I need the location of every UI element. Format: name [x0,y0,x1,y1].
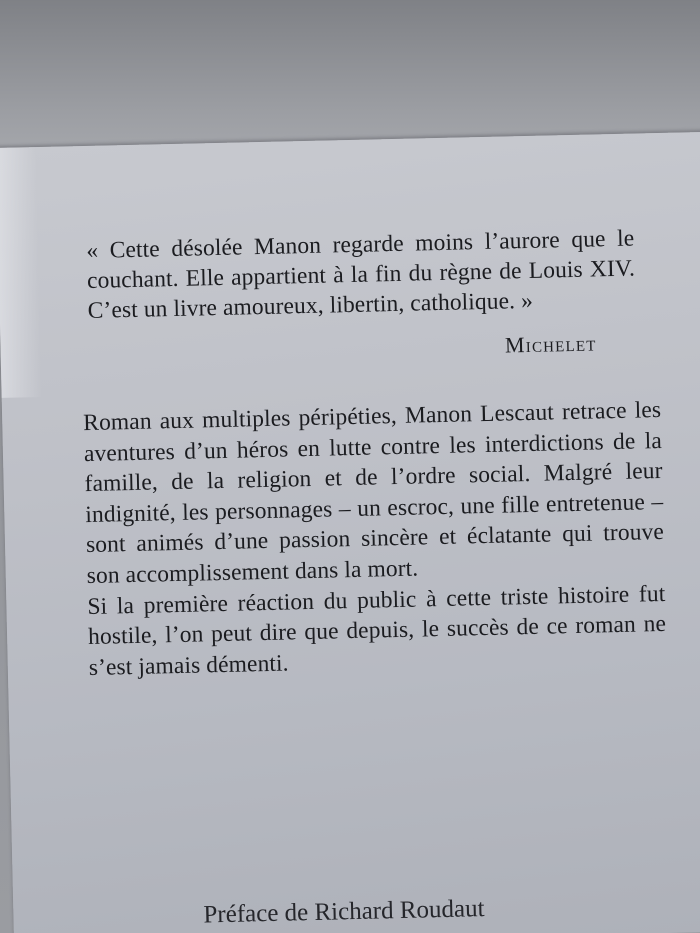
summary-paragraph: Roman aux multiples péripéties, Manon Lescaut retrace les aventures d’un héros en lutte contre les interdictions de la famille, de la religion et de l’ordre social. Malgré leur indignité, les personnages – un escroc, une fille entretenue – sont animés d’une passion sincère et éclatante qui trouve son accomplissement dans la mort. [82,396,665,590]
summary-paragraph: Si la première réaction du public à cette triste histoire fut hostile, l’on peut dire que depuis, le succès de ce roman ne s’est jamais démenti. [87,580,667,681]
preface-credit: Préface de Richard Roudaut [203,895,485,929]
quote-attribution: Michelet [504,330,597,358]
book-summary [83,395,667,683]
epigraph-quote: « Cette désolée Manon regarde moins l’aurore que le couchant. Elle appartient à la fin du règne de Louis XIV. C’est un livre amoureux, libertin, catholique. » [86,225,636,324]
book-back-cover [0,132,700,933]
